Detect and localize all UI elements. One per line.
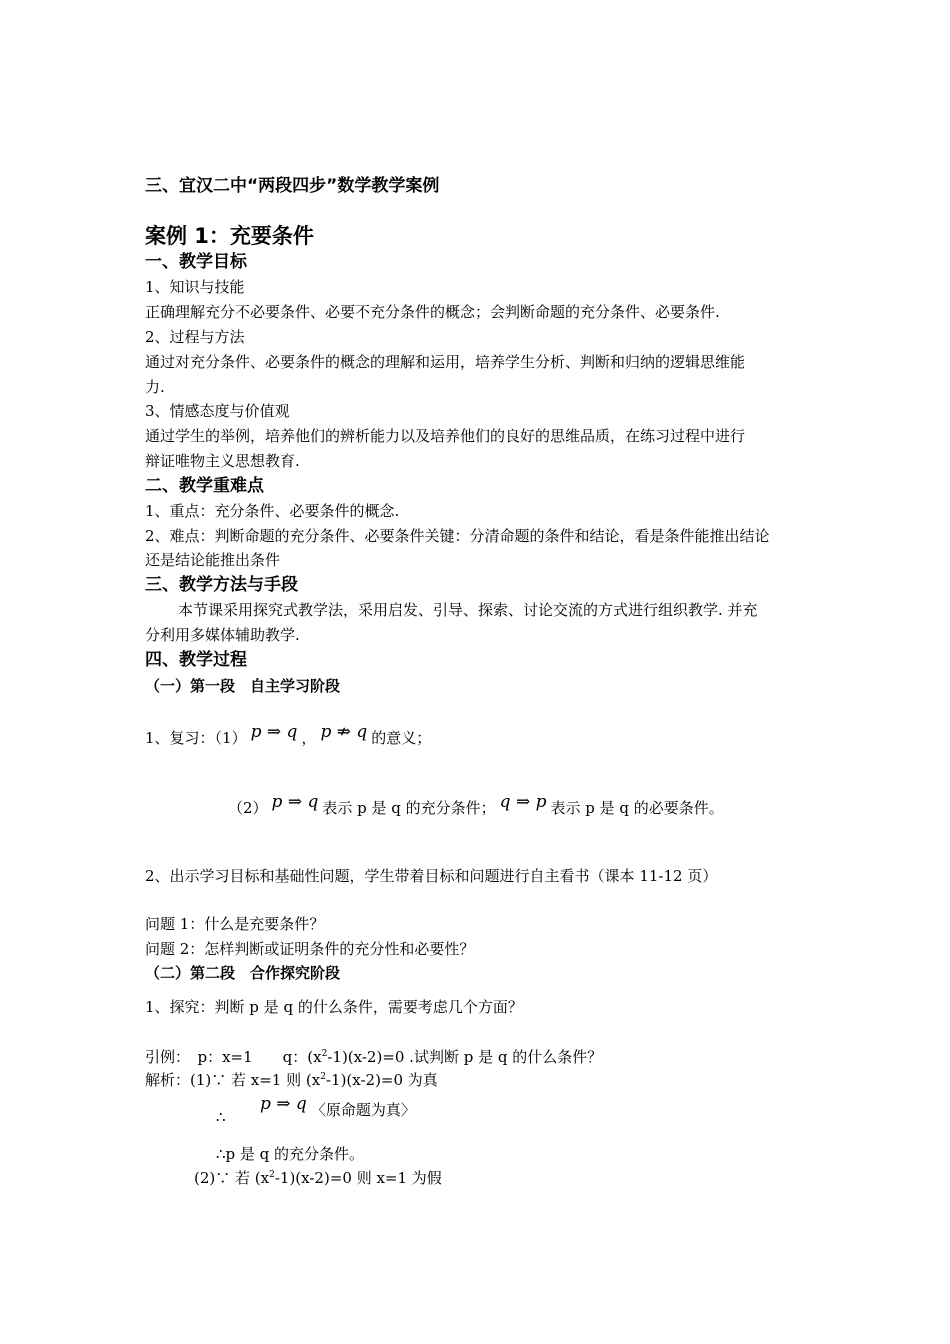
analysis-text-a: 解析：(1)∵ 若 x=1 则 (x [145,1071,321,1089]
conclusion-line: ∴p 是 q 的充分条件。 [216,1145,365,1163]
section-heading-methods: 三、教学方法与手段 [145,575,298,595]
analysis-line [145,1070,438,1093]
original-proposition-true: 〈原命题为真〉 [310,1101,416,1119]
paragraph-process-a: 通过对充分条件、必要条件的概念的理解和运用，培养学生分析、判断和归纳的逻辑思维能 [145,353,746,371]
subheading-process: 2、过程与方法 [145,328,245,346]
paragraph-difficulty-a: 2、难点：判断命题的充分条件、必要条件关键：分清命题的条件和结论，看是条件能推出结论 [145,527,770,545]
example-text-b: -1)(x-2)=0 .试判断 p 是 q 的什么条件？ [327,1048,603,1066]
document-title: 三、宜汉二中“两段四步”数学教学案例 [145,176,440,196]
part2-superscript: 2 [269,1170,275,1180]
review2-text2: 表示 p 是 q 的必要条件。 [550,799,724,817]
example-superscript: 2 [321,1049,328,1059]
implication-line [256,1094,416,1120]
therefore-symbol: ∴ [216,1108,226,1126]
stage-two-heading: （二）第二段 合作探究阶段 [145,964,341,982]
meaning-text: 的意义； [371,729,432,747]
analysis-superscript: 2 [320,1072,326,1082]
paragraph-methods-b: 分利用多媒体辅助教学. [145,626,300,644]
comma: ， [301,729,317,747]
section-heading-objectives: 一、教学目标 [145,252,247,272]
section-heading-keypoints: 二、教学重难点 [145,476,264,496]
formula-p-implies-q-3: p ⇒ q [260,1094,307,1114]
paragraph-difficulty-b: 还是结论能推出条件 [145,551,281,569]
question-2: 问题 2：怎样判断或证明条件的充分性和必要性？ [145,940,475,958]
paragraph-item2: 2、出示学习目标和基础性问题，学生带着目标和问题进行自主看书（课本 11-12 页） [145,867,718,885]
paragraph-knowledge: 正确理解充分不必要条件、必要不充分条件的概念；会判断命题的充分条件、必要条件. [145,303,720,321]
example-line [145,1047,602,1070]
formula-q-implies-p: q ⇒ p [499,792,547,812]
stage-one-heading: （一）第一段 自主学习阶段 [145,677,341,695]
question-1: 问题 1：什么是充要条件？ [145,915,325,933]
part2-text-a: (2)∵ 若 (x [194,1169,270,1187]
paragraph-attitude-b: 辩证唯物主义思想教育. [145,452,300,470]
formula-p-implies-q: p ⇒ q [250,722,298,742]
case-title: 案例 1：充要条件 [145,224,314,248]
paragraph-attitude-a: 通过学生的举例，培养他们的辨析能力以及培养他们的良好的思维品质，在练习过程中进行 [145,427,746,445]
section-heading-process: 四、教学过程 [145,650,247,670]
analysis-text-b: -1)(x-2)=0 为真 [325,1071,438,1089]
paragraph-methods-a: 本节课采用探究式教学法，采用启发、引导、探索、讨论交流的方式进行组织教学. 并充 [178,601,758,619]
part2-line [194,1168,442,1191]
formula-p-not-implies-q: p ⇏ q [320,722,368,742]
review-line [145,722,432,748]
review-line-2 [228,792,724,818]
paragraph-process-b: 力. [145,378,165,396]
paragraph-keypoint: 1、重点：充分条件、必要条件的概念. [145,502,400,520]
review2-text1: 表示 p 是 q 的充分条件； [322,799,496,817]
paragraph-explore: 1、探究：判断 p 是 q 的什么条件，需要考虑几个方面？ [145,998,523,1016]
formula-p-implies-q-2: p ⇒ q [271,792,319,812]
review2-label: （2） [228,799,268,817]
part2-text-b: -1)(x-2)=0 则 x=1 为假 [274,1169,442,1187]
review-label: 1、复习：（1） [145,729,247,747]
example-text-a: 引例： p：x=1 q：(x [145,1048,322,1066]
subheading-knowledge: 1、知识与技能 [145,278,245,296]
subheading-attitude: 3、情感态度与价值观 [145,402,290,420]
